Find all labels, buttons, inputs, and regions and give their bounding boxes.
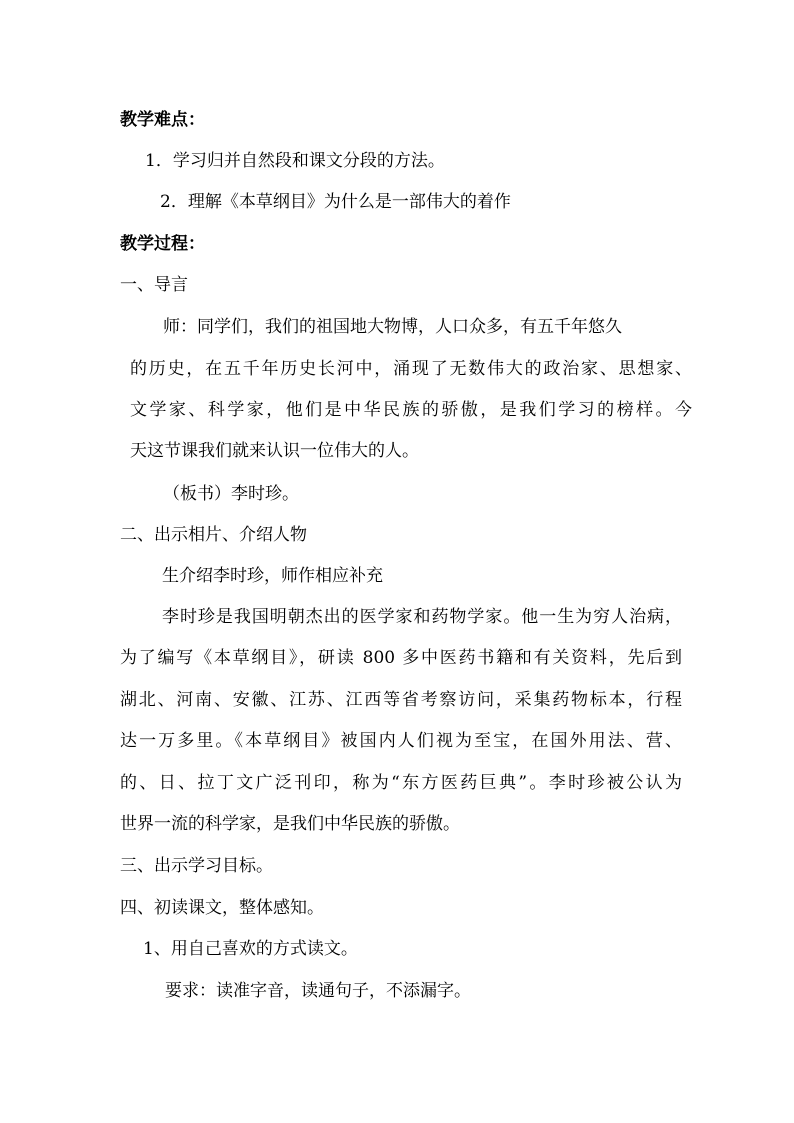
section-1-title: 一、导言 — [120, 275, 188, 295]
intro-para-line-1: 师：同学们，我们的祖国地大物博，人口众多，有五千年悠久 — [163, 317, 622, 337]
section-4-title: 四、初读课文，整体感知。 — [120, 898, 324, 918]
bio-para-line-1: 李时珍是我国明朝杰出的医学家和药物学家。他一生为穷人治病， — [162, 607, 682, 627]
intro-para-line-2: 的历史，在五千年历史长河中，涌现了无数伟大的政治家、思想家、 — [130, 359, 692, 379]
section-3-title: 三、出示学习目标。 — [120, 856, 273, 876]
section-2-intro: 生介绍李时珍，师作相应补充 — [162, 566, 383, 586]
board-note: （板书）李时珍。 — [163, 484, 299, 504]
difficulty-heading: 教学难点： — [120, 110, 205, 130]
bio-para-line-2: 为了编写《本草纲目》，研读 800 多中医药书籍和有关资料，先后到 — [120, 648, 682, 668]
section-4-step-1: 1、用自己喜欢的方式读文。 — [143, 939, 358, 959]
bio-para-line-6: 世界一流的科学家，是我们中华民族的骄傲。 — [120, 814, 460, 834]
process-heading: 教学过程： — [120, 234, 205, 254]
reading-requirements: 要求：读准字音，读通句子，不添漏字。 — [165, 981, 471, 1001]
bio-para-line-3: 湖北、河南、安徽、江苏、江西等省考察访问，采集药物标本，行程 — [120, 690, 682, 710]
difficulty-item-1: 1．学习归并自然段和课文分段的方法。 — [145, 151, 445, 171]
section-2-title: 二、出示相片、介绍人物 — [120, 525, 307, 545]
intro-para-line-4: 天这节课我们就来认识一位伟大的人。 — [130, 441, 419, 461]
difficulty-item-2: 2．理解《本草纲目》为什么是一部伟大的着作 — [160, 192, 511, 212]
bio-para-line-4: 达一万多里。《本草纲目》被国内人们视为至宝，在国外用法、营、 — [120, 731, 682, 751]
intro-para-line-3: 文学家、科学家，他们是中华民族的骄傲，是我们学习的榜样。今 — [130, 400, 692, 420]
bio-para-line-5: 的、日、拉丁文广泛刊印，称为“东方医药巨典”。李时珍被公认为 — [120, 773, 682, 793]
